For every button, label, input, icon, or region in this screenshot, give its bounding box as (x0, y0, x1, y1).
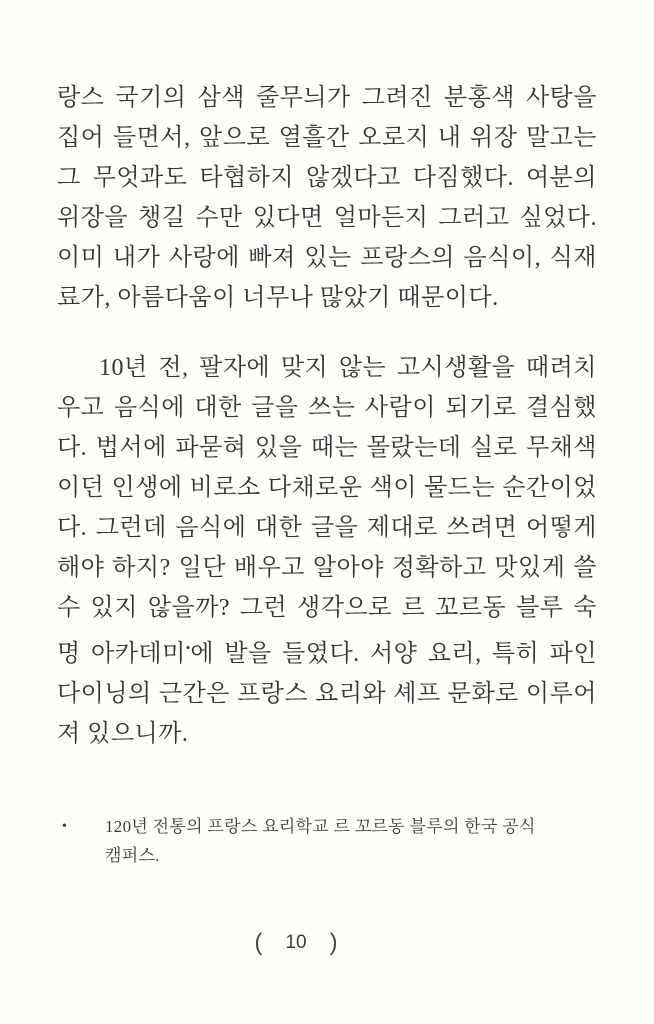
footnote (62, 812, 582, 870)
text-line: 위장을 챙길 수만 있다면 얼마든지 그러고 싶었다. (57, 205, 597, 231)
footnote-line: 캠퍼스. (105, 846, 160, 865)
text-line: 다. 법서에 파묻혀 있을 때는 몰랐는데 실로 무채색 (57, 435, 597, 461)
text-segment: 명 아카데미 (57, 641, 186, 667)
footnote-ref-marker: • (185, 640, 191, 655)
page-number-open-paren: ( (254, 929, 263, 956)
page-number (0, 931, 623, 955)
page-number-close-paren: ) (329, 929, 338, 956)
footnote-line: 120년 전통의 프랑스 요리학교 르 꼬르동 블루의 한국 공식 (105, 817, 536, 836)
footnote-text (105, 812, 582, 870)
text-line: 해야 하지? 일단 배우고 알아야 정확하고 맛있게 쓸 (57, 555, 597, 581)
paragraph-2 (57, 348, 597, 754)
text-line: 다이닝의 근간은 프랑스 요리와 셰프 문화로 이루어 (57, 681, 597, 707)
text-line: 랑스 국기의 삼색 줄무늬가 그려진 분홍색 사탕을 (57, 85, 597, 111)
text-segment: 에 발을 들였다. 서양 요리, 특히 파인 (190, 641, 598, 667)
text-line: 집어 들면서, 앞으로 열흘간 오로지 내 위장 말고는 (57, 125, 597, 151)
text-line: 다. 그런데 음식에 대한 글을 제대로 쓰려면 어떻게 (57, 515, 597, 541)
text-line: 수 있지 않을까? 그런 생각으로 르 꼬르동 블루 숙 (57, 595, 597, 621)
body-text (57, 78, 597, 754)
text-line: 우고 음식에 대한 글을 쓰는 사람이 되기로 결심했 (57, 395, 597, 421)
text-line: 이미 내가 사랑에 빠져 있는 프랑스의 음식이, 식재 (57, 245, 597, 271)
text-line: 져 있으니까. (57, 721, 189, 747)
text-line: 료가, 아름다움이 너무나 많았기 때문이다. (57, 285, 499, 311)
page-number-value: 10 (285, 932, 307, 953)
text-line-with-footnote-ref (57, 628, 597, 674)
text-line: 이던 인생에 비로소 다채로운 색이 물드는 순간이었 (57, 475, 597, 501)
footnote-bullet-icon: • (62, 819, 67, 834)
paragraph-1 (57, 78, 597, 318)
text-line: 10년 전, 팔자에 맞지 않는 고시생활을 때려치 (99, 355, 597, 381)
text-line: 그 무엇과도 타협하지 않겠다고 다짐했다. 여분의 (57, 165, 597, 191)
